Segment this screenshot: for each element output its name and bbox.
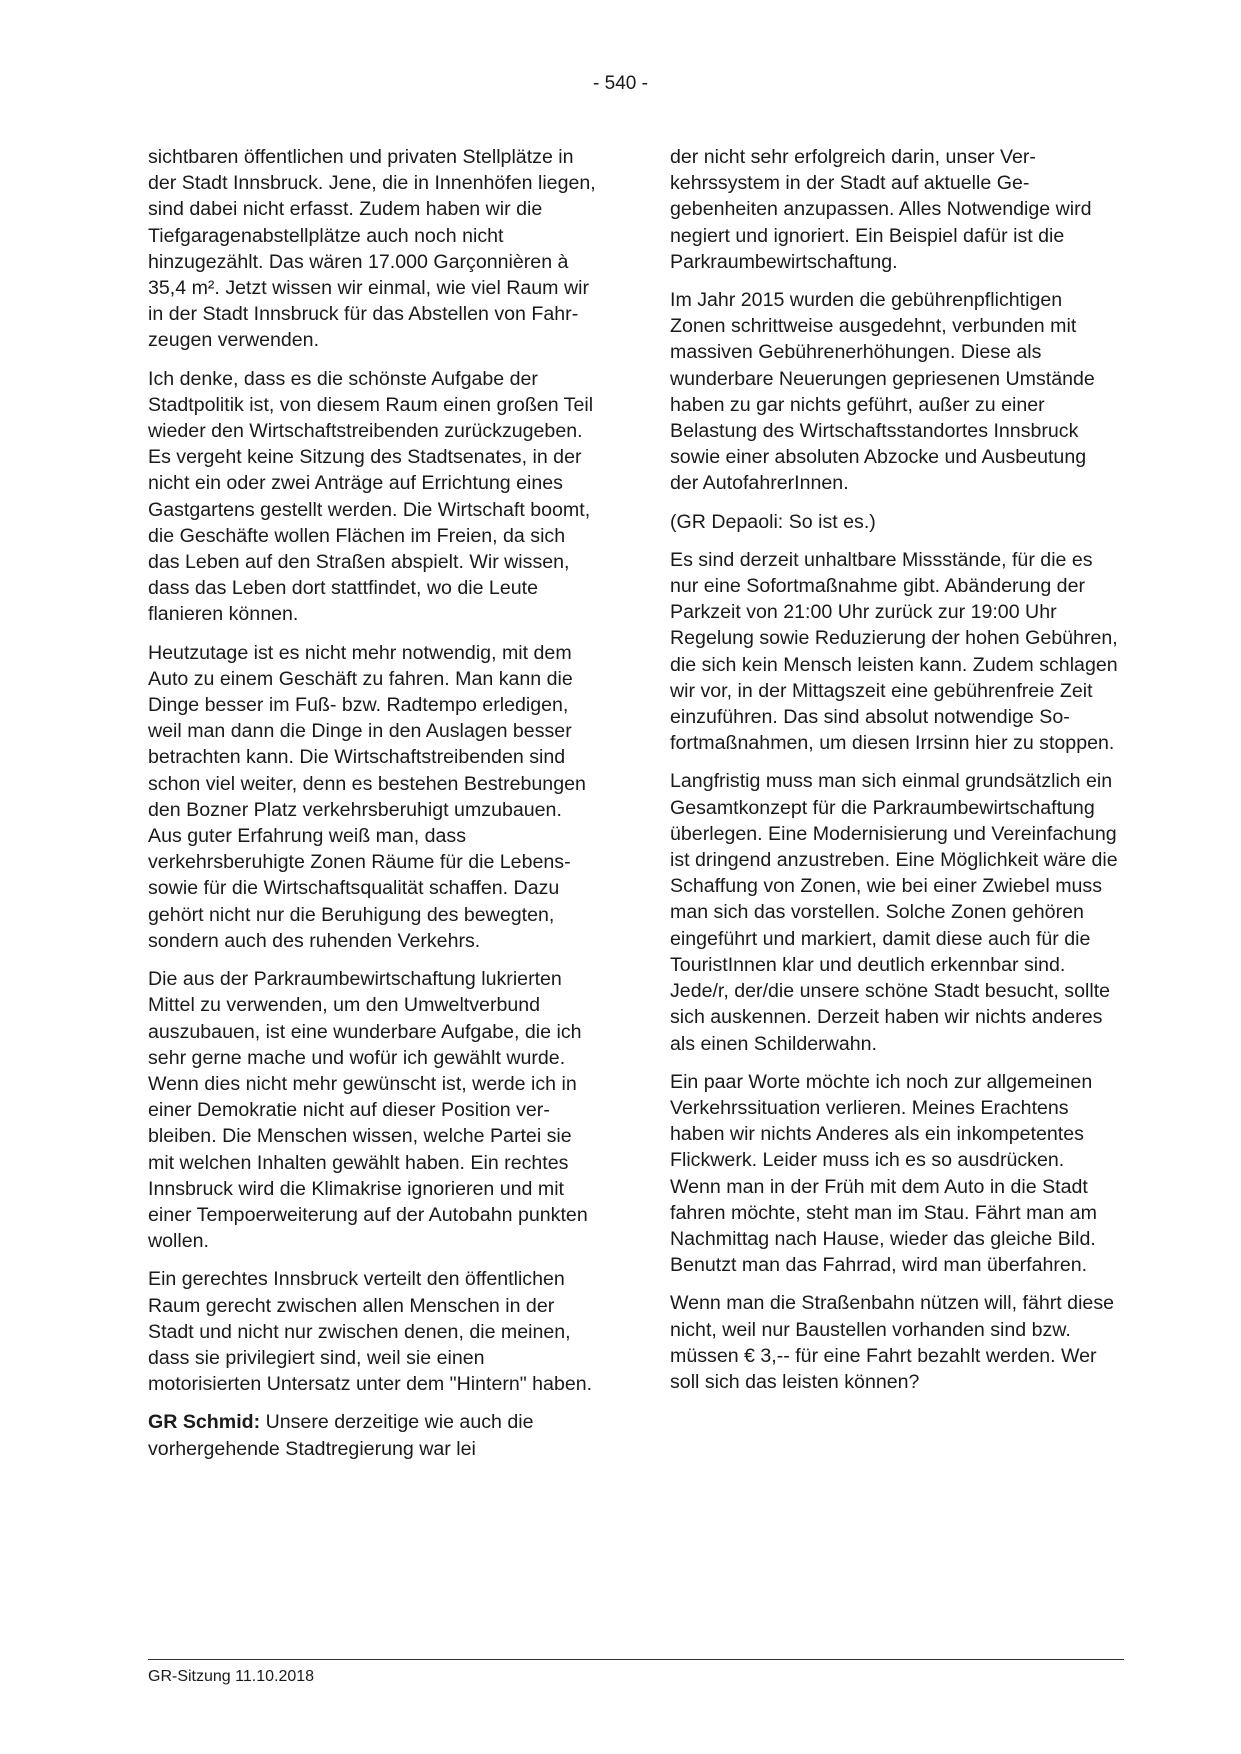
left-column — [148, 144, 596, 1474]
paragraph: Ich denke, dass es die schönste Aufgabe der Stadtpolitik ist, von diesem Raum einen großen Teil wieder den Wirtschaftstreibenden zurückzugeben. Es vergeht keine Sitzung des Stadtsenates, in der nicht ein oder zwei Anträge auf Errichtung eines Gastgartens gestellt werden. Die Wirtschaft boomt, die Geschäfte wollen Flächen im Freien, da sich das Leben auf den Straßen abspielt. Wir wissen, dass das Leben dort stattfindet, wo die Leute flanieren können. — [148, 367, 594, 626]
paragraph: Die aus der Parkraumbewirtschaftung lukrierten Mittel zu verwenden, um den Umweltverbund auszubauen, ist eine wunderbare Aufgabe, die ich sehr gerne mache und wofür ich gewählt wurde. Wenn dies nicht mehr gewünscht ist, werde ich in einer Demokratie nicht auf dieser Position verbleiben. Die Menschen wissen, welche Partei sie mit welchen Inhalten gewählt haben. Ein rechtes Innsbruck wird die Klimakrise ignorieren und mit einer Tempoerweiterung auf der Autobahn punkten wollen. — [148, 968, 588, 1253]
paragraph: sichtbaren öffentlichen und privaten Stellplätze in der Stadt Innsbruck. Jene, die in Innenhöfen liegen, sind dabei nicht erfasst. Zudem haben wir die Tiefgaragenabstellplätze auch noch nicht hinzugezählt. Das wären 17.000 Garçonnièren à 35,4 m². Jetzt wissen wir einmal, wie viel Raum wir in der Stadt Innsbruck für das Abstellen von Fahrzeugen verwenden. — [148, 146, 596, 352]
paragraph: Ein paar Worte möchte ich noch zur allgemeinen Verkehrssituation verlieren. Meines Erachtens haben wir nichts Anderes als ein inkompetentes Flickwerk. Leider muss ich es so ausdrücken. Wenn man in der Früh mit dem Auto in die Stadt fahren möchte, steht man im Stau. Fährt man am Nachmittag nach Hause, wieder das gleiche Bild. Benutzt man das Fahrrad, wird man überfahren. — [670, 1070, 1097, 1277]
footer-divider — [148, 1659, 1124, 1660]
footer-session-date: GR-Sitzung 11.10.2018 — [148, 1668, 315, 1685]
interjection: (GR Depaoli: So ist es.) — [670, 510, 876, 533]
speaker-paragraph — [148, 1409, 596, 1461]
paragraph: Ein gerechtes Innsbruck verteilt den öffentlichen Raum gerecht zwischen allen Menschen in der Stadt und nicht nur zwischen denen, die meinen, dass sie privilegiert sind, weil sie einen motorisierten Untersatz unter dem "Hintern" haben. — [148, 1268, 593, 1396]
speaker-text: Unsere derzeitige wie auch die vorhergehende Stadtregierung war lei — [148, 1411, 534, 1460]
speaker-name: GR Schmid: — [148, 1411, 261, 1434]
paragraph: Im Jahr 2015 wurden die gebührenpflichtigen Zonen schrittweise ausgedehnt, verbunden mit massiven Gebührenerhöhungen. Diese als wunderbare Neuerungen gepriesenen Umstände haben zu gar nichts geführt, außer zu einer Belastung des Wirtschaftsstandortes Innsbruck sowie einer absoluten Abzocke und Ausbeutung der AutofahrerInnen. — [670, 289, 1095, 495]
paragraph: Heutzutage ist es nicht mehr notwendig, mit dem Auto zu einem Geschäft zu fahren. Man kann die Dinge besser im Fuß- bzw. Radtempo erledigen, weil man dann die Dinge in den Auslagen besser betrachten kann. Die Wirtschaftstreibenden sind schon viel weiter, denn es bestehen Bestrebungen den Bozner Platz verkehrsberuhigt umzubauen. Aus guter Erfahrung weiß man, dass verkehrsberuhigte Zonen Räume für die Lebens- sowie für die Wirtschaftsqualität schaffen. Dazu gehört nicht nur die Beruhigung des bewegten, sondern auch des ruhenden Verkehrs. — [148, 641, 586, 952]
right-column — [670, 144, 1118, 1407]
paragraph: der nicht sehr erfolgreich darin, unser Verkehrssystem in der Stadt auf aktuelle Gegebenheiten anzupassen. Alles Notwendige wird negiert und ignoriert. Ein Beispiel dafür ist die Parkraumbewirtschaftung. — [670, 146, 1092, 273]
paragraph: Langfristig muss man sich einmal grundsätzlich ein Gesamtkonzept für die Parkraumbewirtschaftung überlegen. Eine Modernisierung und Vereinfachung ist dringend anzustreben. Eine Möglichkeit wäre die Schaffung von Zonen, wie bei einer Zwiebel muss man sich das vorstellen. Solche Zonen gehören eingeführt und markiert, damit diese auch für die TouristInnen klar und deutlich erkennbar sind. Jede/r, der/die unsere schöne Stadt besucht, sollte sich auskennen. Derzeit haben wir nichts anderes als einen Schilderwahn. — [670, 770, 1118, 1055]
page-number: - 540 - — [593, 73, 648, 94]
paragraph: Es sind derzeit unhaltbare Missstände, für die es nur eine Sofortmaßnahme gibt. Abänderung der Parkzeit von 21:00 Uhr zurück zur 19:00 Uhr Regelung sowie Reduzierung der hohen Gebühren, die sich kein Mensch leisten kann. Zudem schlagen wir vor, in der Mittagszeit eine gebührenfreie Zeit einzuführen. Das sind absolut notwendige Sofortmaßnahmen, um diesen Irrsinn hier zu stoppen. — [670, 548, 1118, 755]
paragraph: Wenn man die Straßenbahn nützen will, fährt diese nicht, weil nur Baustellen vorhanden sind bzw. müssen € 3,-- für eine Fahrt bezahlt werden. Wer soll sich das leisten können? — [670, 1292, 1115, 1393]
